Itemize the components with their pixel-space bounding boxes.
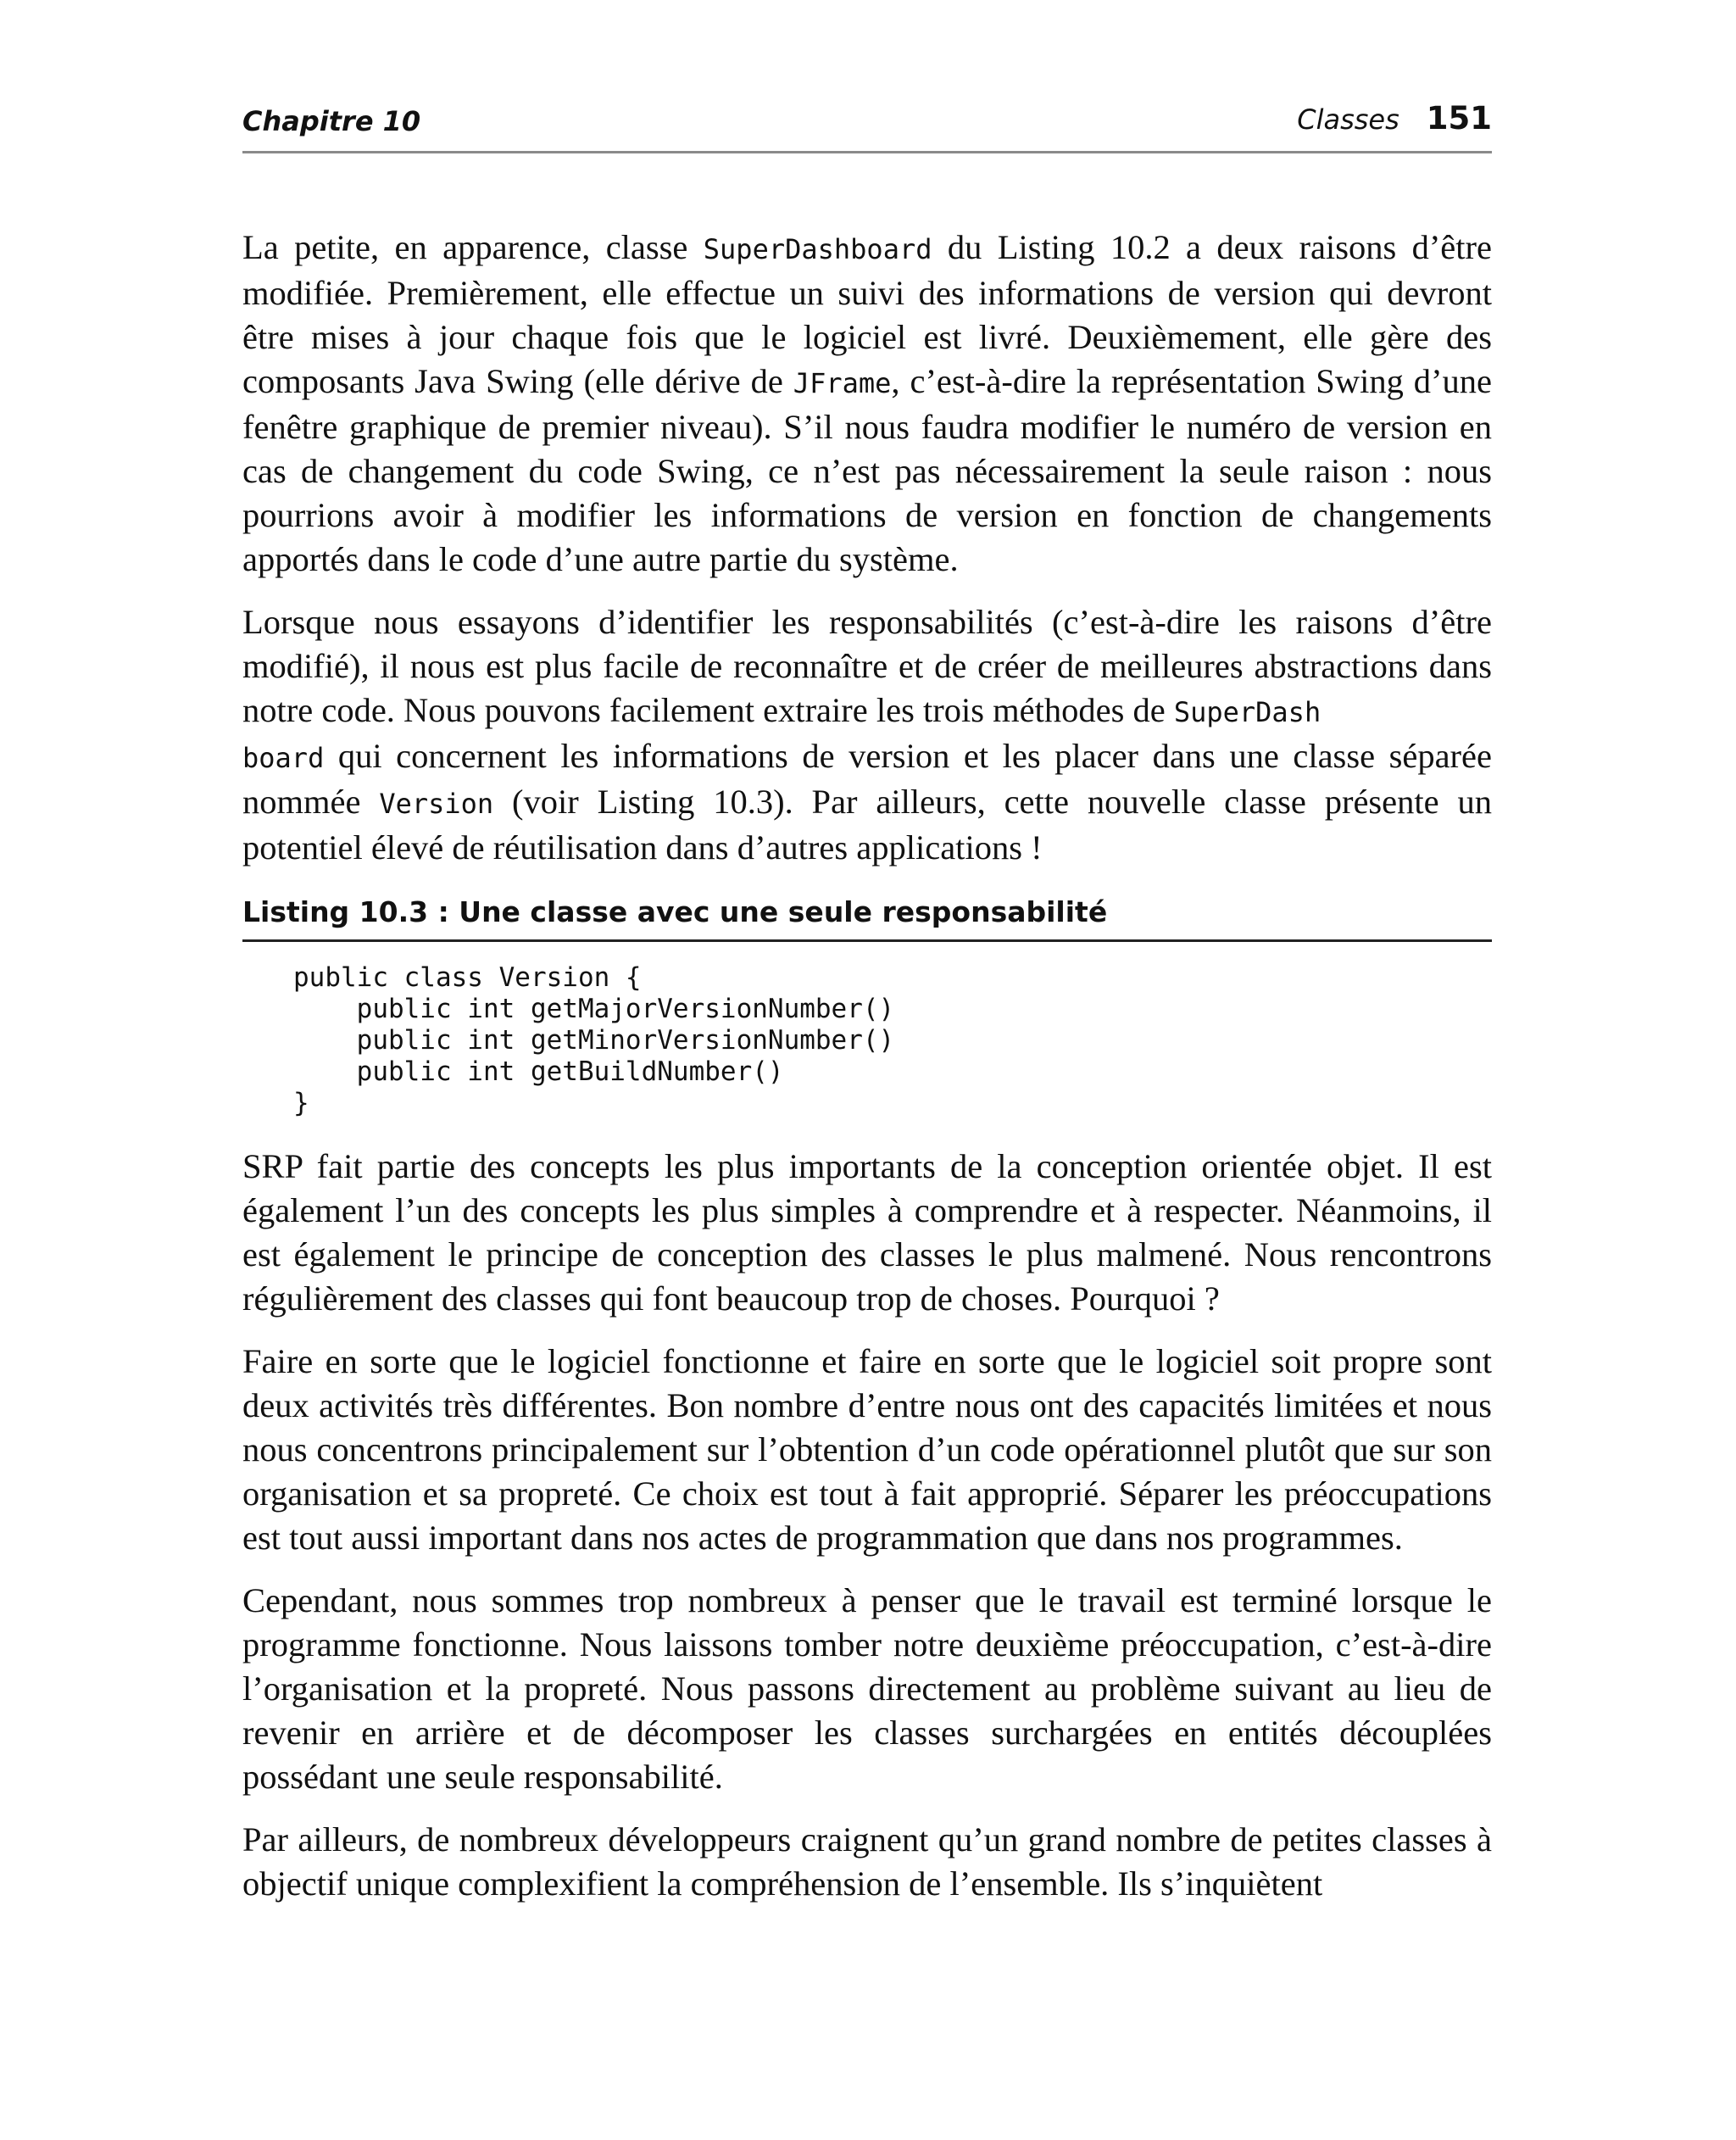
inline-code: SuperDash	[1173, 696, 1321, 728]
code-listing: public class Version { public int getMajorVersionNumber() public int getMinorVersionNumber() public int getBuildNumber() }	[293, 962, 895, 1118]
paragraph-1	[242, 226, 1492, 582]
text-run: Lorsque nous essayons d’identifier les responsabilités (c’est-à-dire les raisons d’être modifié), il nous est plus facile de reconnaître et de créer de meilleures abstractions dans notre code. Nous pouvons facilement extraire les trois méthodes de	[242, 603, 1492, 729]
paragraph-4: Faire en sorte que le logiciel fonctionne et faire en sorte que le logiciel soit propre sont deux activités très différentes. Bon nombre d’entre nous ont des capacités limitées et nous nous concentrons principalement sur l’obtention d’un code opérationnel plutôt que sur son organisation et sa propreté. Ce choix est tout à fait approprié. Séparer les préoccupations est tout aussi important dans nos actes de programmation que dans nos programmes.	[242, 1342, 1492, 1557]
text-run: La petite, en apparence, classe	[242, 228, 704, 266]
paragraph-5: Cependant, nous sommes trop nombreux à penser que le travail est terminé lorsque le programme fonctionne. Nous laissons tomber notre deuxième préoccupation, c’est-à-dire l’organisation et la propreté. Nous passons directement au problème suivant au lieu de revenir en arrière et de décomposer les classes surchargées en entités découplées possédant une seule responsabilité.	[242, 1581, 1492, 1796]
listing-caption: Listing 10.3 : Une classe avec une seule responsabilité	[242, 895, 1492, 942]
header-rule	[242, 151, 1492, 153]
section-title: Classes	[1297, 103, 1399, 136]
paragraph-3: SRP fait partie des concepts les plus importants de la conception orientée objet. Il est également l’un des concepts les plus simples à comprendre et à respecter. Néanmoins, il est également le principe de conception des classes le plus malmené. Nous rencontrons régulièrement des classes qui font beaucoup trop de choses. Pourquoi ?	[242, 1147, 1492, 1318]
inline-code: board	[242, 742, 325, 774]
inline-code: JFrame	[793, 367, 892, 399]
chapter-title: Chapitre 10	[242, 105, 421, 137]
text-run: qui concernent les informations de version et les placer dans une classe séparée nommée	[242, 737, 1492, 821]
inline-code: Version	[379, 788, 494, 820]
page-number: 151	[1426, 100, 1492, 137]
text-run: (voir Listing 10.3). Par ailleurs, cette nouvelle classe présente un potentiel élevé de réutilisation dans d’autres applications !	[242, 783, 1492, 867]
running-head	[242, 100, 1492, 142]
body-text	[242, 226, 1492, 1925]
paragraph-6: Par ailleurs, de nombreux développeurs craignent qu’un grand nombre de petites classes à objectif unique complexifient la compréhension de l’ensemble. Ils s’inquiètent	[242, 1820, 1492, 1903]
text-run: , c’est-à-dire la représentation Swing d’une fenêtre graphique de premier niveau). S’il nous faudra modifier le numéro de version en cas de changement du code Swing, ce n’est pas nécessairement la seule raison : nous pourrions avoir à modifier les informations de version en fonction de changements apportés dans le code d’une autre partie du système.	[242, 362, 1492, 578]
text-run: du Listing 10.2 a deux raisons d’être modifiée. Premièrement, elle effectue un suivi des informations de version qui devront être mises à jour chaque fois que le logiciel est livré. Deuxièmement, elle gère des composants Java Swing (elle dérive de	[242, 228, 1492, 400]
running-head-right	[1297, 100, 1492, 137]
paragraph-2	[242, 600, 1492, 870]
inline-code: SuperDashboard	[703, 233, 932, 265]
